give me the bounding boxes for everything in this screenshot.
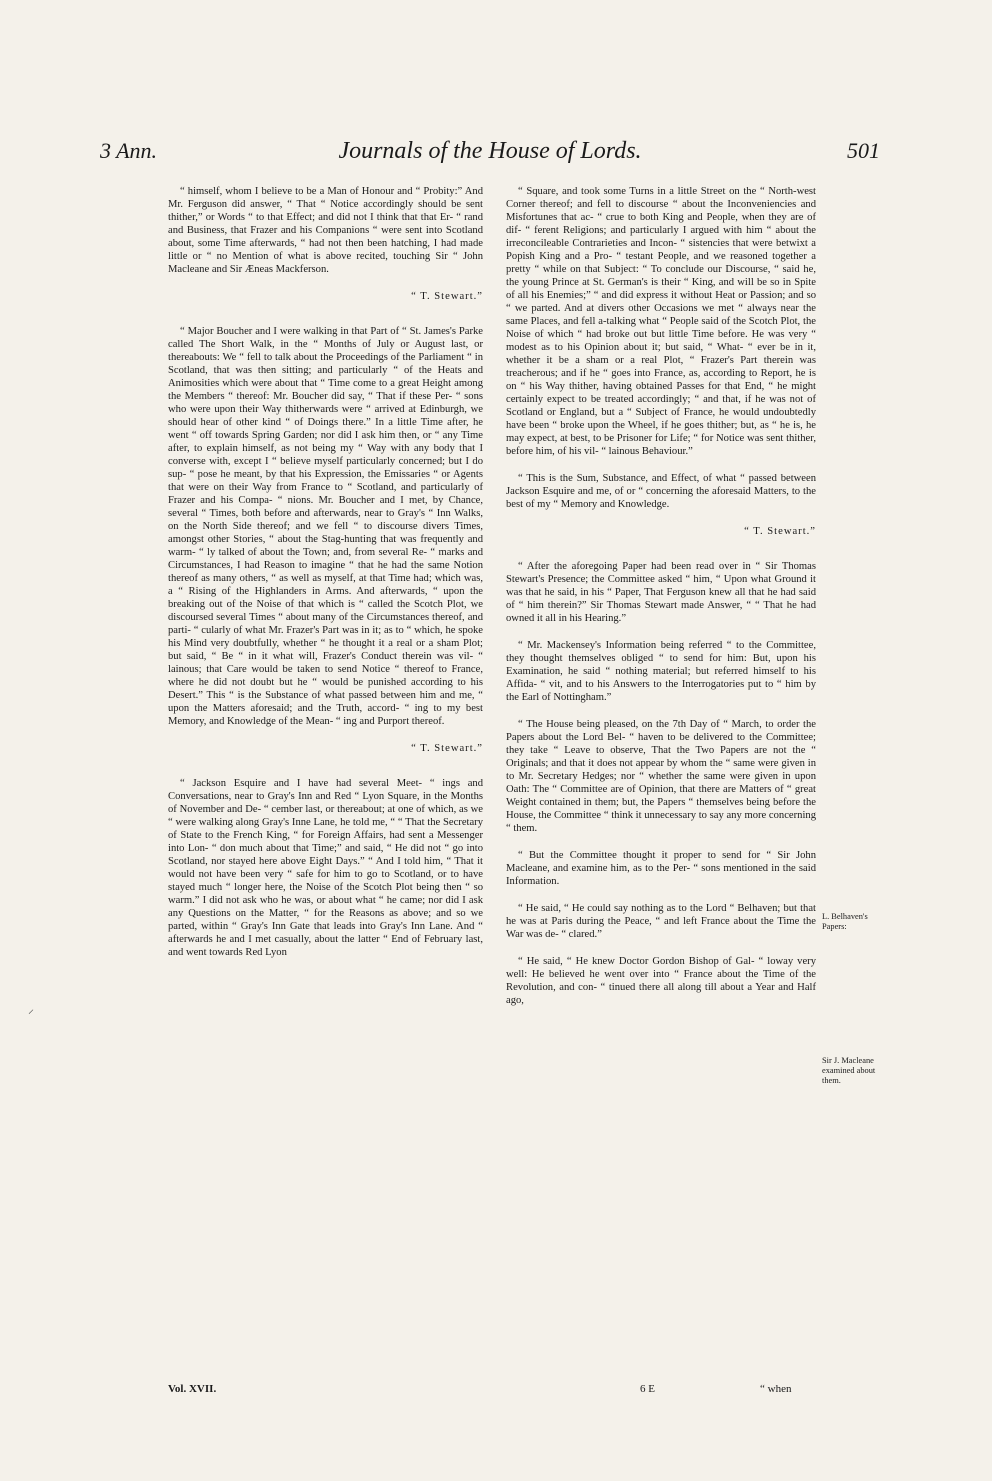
volume-label: Vol. XVII.	[168, 1383, 217, 1395]
header-title: Journals of the House of Lords.	[338, 138, 642, 164]
paragraph: “ Mr. Mackensey's Information being referred “ to the Committee, they thought themselves obliged “ to send for him: But, upon his Examination, he said “ nothing material; but referred himself to his Affida- “ vit, and to his Answers to the Interrogatories put to “ him by the Earl of Nottingham.”	[506, 640, 816, 703]
signature: “ T. Stewart.”	[744, 526, 816, 537]
paragraph: “ He said, “ He knew Doctor Gordon Bishop of Gal- “ loway very well: He believed he went over into “ France about the Time of the Revolution, and con- “ tinued there all along till about a Year and Half ago,	[506, 956, 816, 1006]
paragraph: “ Jackson Esquire and I have had several Meet- “ ings and Conversations, near to Gray's Inn and Red “ Lyon Square, in the Months of November and De- “ cember last, or thereabout; at one of which, as we “ were walking along Gray's Inne Lane, he told me, “ “ That the Secretary of State to the French King, “ for Foreign Affairs, had sent a Messenger into Lon- “ don much about that Time;” and said, “ He did not “ go into Scotland, nor stayed here above Eight Days.” “ And I told him, “ That it would not have been very “ safe for him to go to Scotland, or to have stayed much “ longer here, the Noise of the Scotch Plot being then “ so warm.” I did not ask who he was, or about what “ he came; nor did I ask any Questions on the Matter, “ for the Reasons as above; and so we parted, within “ Gray's Inn Gate that leads into Gray's Inn Lane. And “ afterwards he and I met casually, about the latter “ End of February last, and went towards Red Lyon	[168, 778, 483, 958]
signature: “ T. Stewart.”	[411, 743, 483, 754]
paragraph: “ Square, and took some Turns in a little Street on the “ North-west Corner thereof; and fell to discourse “ about the Inconveniencies and Misfortunes that ac- “ crue to both King and People, when they are of dif- “ ferent Religions; and particularly I argued with him “ about the irreconcileable Contrarieties and Incon- “ sistencies that were betwixt a Popish King and a Pro- “ testant People, and we reasoned together a pretty “ while on that Subject: “ To conclude our Discourse, “ said he, the young Prince at St. German's is their “ King, and will be so in Spite of all his Enemies;” “ and did express it without Heat or Passion; and so “ we parted. And at divers other Occasions we met “ always near the same Places, and fell a-talking what “ People said of the Scotch Plot, the Noise of which “ had broke out but little Time before. He was very “ modest as to his Opinion about it; but said, “ What- “ ever be in it, whether it be a sham or a real Plot, “ Frazer's Part therein was treacherous; and if he “ goes into France, as, according to Report, he is on “ his Way thither, having obtained Passes for that End, “ he might certainly expect to be treated accordingly; “ and that, if he was not of Scotland or England, but a “ Subject of France, he would undoubtedly have been “ broke upon the Wheel, if he goes thither; but, as “ he is, he may expect, at best, to be Prisoner for Life; “ for Notice was sent thither, before him, of his vil- “ lainous Behaviour.”	[506, 186, 816, 457]
right-column	[506, 185, 816, 1021]
margin-note-belhaven: L. Belhaven's Papers:	[822, 912, 868, 931]
catchword: “ when	[760, 1383, 792, 1395]
margin-note-macleane: Sir J. Macleane examined about them.	[822, 1056, 876, 1085]
page-number: 501	[847, 138, 880, 163]
paragraph: “ But the Committee thought it proper to send for “ Sir John Macleane, and examine him, as to the Per- “ sons mentioned in the said Information.	[506, 850, 816, 887]
paragraph: “ The House being pleased, on the 7th Day of “ March, to order the Papers about the Lord Bel- “ haven to be delivered to the Committee; they take “ Leave to observe, That the Two Papers are not the “ Originals; and that it does not appear by whom the “ same were given in to Mr. Secretary Hedges; nor “ whether the same were given in upon Oath: The “ Committee are of Opinion, that there are Matters of “ great Weight contained in them; but, the Papers “ themselves being before the House, the Committee “ think it unnecessary to say any more concerning “ them.	[506, 719, 816, 834]
page-header	[100, 138, 880, 178]
paragraph: “ Major Boucher and I were walking in that Part of “ St. James's Parke called The Short Walk, in the “ Months of July or August last, or thereabouts: We “ fell to talk about the Proceedings of the Parliament “ in Scotland, that was then sitting; and particularly “ of the Heats and Animosities which were about that “ Time come to a great Height among the Members “ thereof: Mr. Boucher did say, “ That if these Per- “ sons who were upon their Way thitherwards were “ arrived at Edinburgh, we should hear of other kind “ of Doings there.” In a little Time after, he went “ off towards Spring Garden; nor did I ask him then, or “ any Time after, to explain himself, as not being my “ Way with any body that I converse with, except I “ believe myself particularly concerned; but I do sup- “ pose he meant, by that his Expression, the Emissaries “ or Agents that were on their Way from France to “ Scotland, and particularly of Frazer and his Compa- “ nions. Mr. Boucher and I met, by Chance, several “ Times, both before and afterwards, near to Gray's “ Inn Walks, on the North Side thereof; and we fell “ to discourse divers Times, amongst other Stories, “ about the Stag-hunting that was frequently and warm- “ ly talked of about the Town; and, from several Re- “ marks and Circumstances, I had Reason to imagine “ that he had the same Notion thereof as many others, “ as well as myself, at that Time had; which was, a “ Rising of the Highlanders in Arms. And afterwards, “ upon the breaking out of the Noise of that which is “ called the Scotch Plot, we discoursed several Times “ about many of the Circumstances thereof, and parti- “ cularly of what Mr. Frazer's Part was in it; as to “ which, he spoke his Mind very doubtfully, whether “ he thought it a real or a sham Plot; but said, “ Be “ in it what will, Frazer's Conduct therein was vil- “ lainous; that Care would be taken to send Notice “ thereof to France, where he did not doubt but he “ would be punished according to his Desert.” This “ is the Substance of what passed between him and me, “ upon the Matters aforesaid; and the Truth, accord- “ ing to my best Memory, and Knowledge of the Mean- “ ing and Purport thereof.	[168, 326, 483, 727]
header-date: 3 Ann.	[100, 138, 158, 163]
left-column	[168, 185, 483, 973]
signature-mark: 6 E	[640, 1383, 655, 1395]
paragraph: “ This is the Sum, Substance, and Effect, of what “ passed between Jackson Esquire and me, of or “ concerning the aforesaid Matters, to the best of my “ Memory and Knowledge.	[506, 473, 816, 510]
signature: “ T. Stewart.”	[411, 291, 483, 302]
paragraph: “ After the aforegoing Paper had been read over in “ Sir Thomas Stewart's Presence; the Committee asked “ him, “ Upon what Ground it was that he said, in his “ Paper, That Ferguson knew all that he had said of “ him therein?” Sir Thomas Stewart made Answer, “ “ That he had owned it all in his Hearing.”	[506, 561, 816, 624]
paragraph: “ He said, “ He could say nothing as to the Lord “ Belhaven; but that he was at Paris during the Peace, “ and left France about the Time the War was de- “ clared.”	[506, 903, 816, 940]
stray-mark-icon: ⸝	[28, 1002, 35, 1016]
paragraph: “ himself, whom I believe to be a Man of Honour and “ Probity:” And Mr. Ferguson did answer, “ That “ Notice accordingly should be sent thither,” or Words “ to that Effect; and did not I think that that Er- “ rand and Business, that Frazer and his Companions “ were sent into Scotland about, some Time afterwards, “ had not then been hatching, I had made little or “ no Mention of what is above recited, touching Sir “ John Macleane and Sir Æneas Mackferson.	[168, 186, 483, 275]
